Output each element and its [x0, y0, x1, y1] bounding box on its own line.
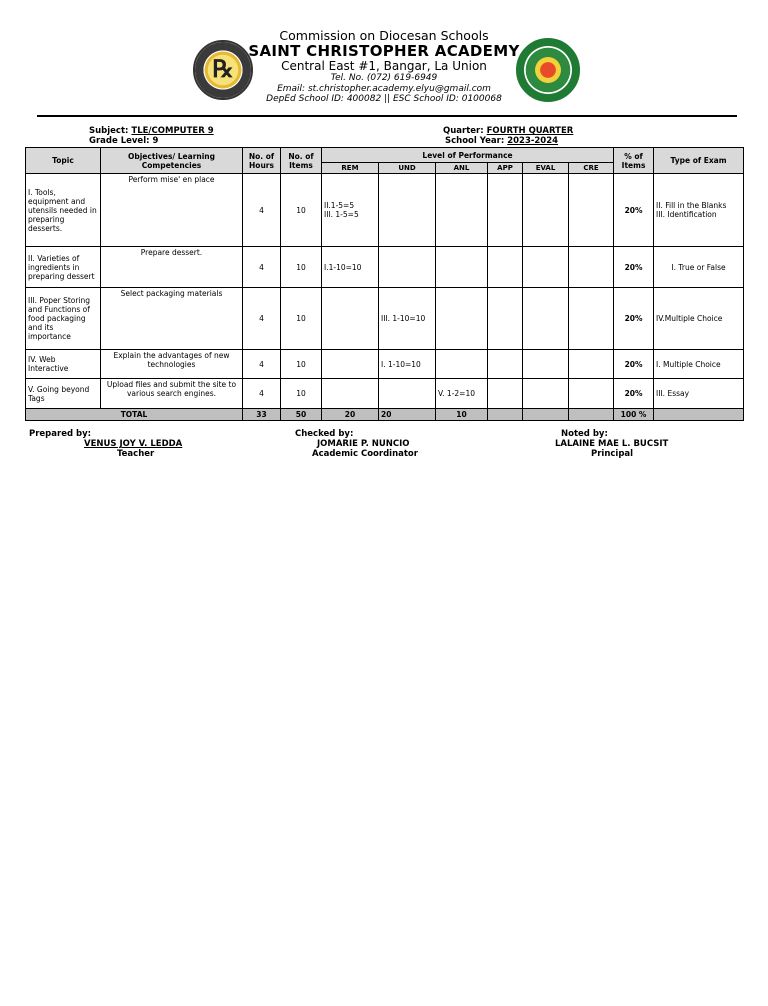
subject-value: TLE/COMPUTER 9 [131, 126, 214, 136]
topic-cell: II. Varieties of ingredients in preparing dessert [26, 247, 101, 288]
eval-cell [523, 247, 569, 288]
school-tel: Tel. No. (072) 619-6949 [330, 73, 438, 83]
und-cell: I. 1-10=10 [379, 350, 436, 379]
table-row [26, 247, 744, 288]
items-cell: 10 [281, 174, 322, 247]
checked-role: Academic Coordinator [312, 449, 418, 459]
total-items: 50 [281, 409, 322, 421]
anl-cell [436, 288, 488, 350]
noted-label: Noted by: [561, 429, 608, 439]
rem-cell: II.1-5=5 III. 1-5=5 [322, 174, 379, 247]
sy-label: School Year: [445, 136, 505, 146]
noted-role: Principal [591, 449, 634, 459]
objective-cell: Perform mise' en place [101, 174, 243, 247]
cre-cell [569, 288, 614, 350]
table-row [26, 350, 744, 379]
header-level-cre: CRE [569, 163, 614, 174]
items-cell: 10 [281, 247, 322, 288]
topic-cell: IV. Web Interactive [26, 350, 101, 379]
anl-cell [436, 174, 488, 247]
hours-cell: 4 [243, 288, 281, 350]
rem-cell [322, 350, 379, 379]
header-objectives: Objectives/ Learning Competencies [101, 148, 243, 174]
header-level-of-performance: Level of Performance [322, 148, 614, 163]
subject-line [89, 126, 214, 136]
items-cell: 10 [281, 379, 322, 409]
percent-cell: 20% [614, 288, 654, 350]
header-level-rem: REM [322, 163, 379, 174]
eval-cell [523, 379, 569, 409]
app-cell [488, 288, 523, 350]
org-name: Commission on Diocesan Schools [279, 28, 489, 43]
total-eval [523, 409, 569, 421]
header-hours: No. of Hours [243, 148, 281, 174]
hours-cell: 4 [243, 174, 281, 247]
total-und: 20 [379, 409, 436, 421]
percent-cell: 20% [614, 379, 654, 409]
app-cell [488, 379, 523, 409]
exam-cell: I. Multiple Choice [654, 350, 744, 379]
hours-cell: 4 [243, 379, 281, 409]
rem-cell [322, 379, 379, 409]
und-cell: III. 1-10=10 [379, 288, 436, 350]
grade-label: Grade Level: [89, 136, 150, 146]
prepared-role: Teacher [117, 449, 155, 459]
table-row [26, 379, 744, 409]
objective-cell: Prepare dessert. [101, 247, 243, 288]
checked-name: JOMARIE P. NUNCIO [317, 439, 410, 449]
total-anl: 10 [436, 409, 488, 421]
exam-cell: I. True or False [654, 247, 744, 288]
anl-cell [436, 247, 488, 288]
school-ids: DepEd School ID: 400082 || ESC School ID: 0100068 [266, 94, 502, 104]
school-name: SAINT CHRISTOPHER ACADEMY [248, 42, 520, 60]
app-cell [488, 350, 523, 379]
rem-cell [322, 288, 379, 350]
items-cell: 10 [281, 350, 322, 379]
total-percent: 100 % [614, 409, 654, 421]
exam-cell: III. Essay [654, 379, 744, 409]
und-cell [379, 247, 436, 288]
noted-name: LALAINE MAE L. BUCSIT [555, 439, 669, 449]
school-address: Central East #1, Bangar, La Union [281, 59, 487, 73]
prepared-label: Prepared by: [29, 429, 92, 439]
eval-cell [523, 288, 569, 350]
header-divider [37, 115, 737, 117]
header-level-anl: ANL [436, 163, 488, 174]
quarter-value: FOURTH QUARTER [486, 126, 574, 136]
checked-label: Checked by: [295, 429, 354, 439]
total-cre [569, 409, 614, 421]
cre-cell [569, 350, 614, 379]
percent-cell: 20% [614, 174, 654, 247]
topic-cell: III. Poper Storing and Functions of food packaging and its importance [26, 288, 101, 350]
quarter-label: Quarter: [443, 126, 484, 136]
app-cell [488, 247, 523, 288]
cre-cell [569, 174, 614, 247]
school-year-line [445, 136, 558, 146]
header-level-eval: EVAL [523, 163, 569, 174]
app-cell [488, 174, 523, 247]
eval-cell [523, 350, 569, 379]
school-email: Email: st.christopher.academy.elyu@gmail.com [277, 84, 491, 94]
letterhead [0, 28, 768, 108]
exam-cell: IV.Multiple Choice [654, 288, 744, 350]
topic-cell: V. Going beyond Tags [26, 379, 101, 409]
objective-cell: Select packaging materials [101, 288, 243, 350]
prepared-by-block [29, 429, 182, 459]
items-cell: 10 [281, 288, 322, 350]
header-items: No. of Items [281, 148, 322, 174]
logo-letter: ℞ [212, 54, 234, 83]
rem-cell: I.1-10=10 [322, 247, 379, 288]
header-level-app: APP [488, 163, 523, 174]
table-row [26, 174, 744, 247]
total-exam [654, 409, 744, 421]
objective-cell: Upload files and submit the site to various search engines. [101, 379, 243, 409]
hours-cell: 4 [243, 247, 281, 288]
table-of-specifications [25, 147, 744, 421]
header-exam-type: Type of Exam [654, 148, 744, 174]
cre-cell [569, 247, 614, 288]
header-level-und: UND [379, 163, 436, 174]
total-label: TOTAL [26, 409, 243, 421]
und-cell [379, 379, 436, 409]
checked-by-block [295, 429, 418, 459]
quarter-line [443, 126, 573, 136]
exam-cell: II. Fill in the Blanks III. Identification [654, 174, 744, 247]
cre-cell [569, 379, 614, 409]
grade-line [89, 136, 158, 146]
anl-cell [436, 350, 488, 379]
total-rem: 20 [322, 409, 379, 421]
total-hours: 33 [243, 409, 281, 421]
total-app [488, 409, 523, 421]
percent-cell: 20% [614, 350, 654, 379]
topic-cell: I. Tools, equipment and utensils needed in preparing desserts. [26, 174, 101, 247]
hours-cell: 4 [243, 350, 281, 379]
anl-cell: V. 1-2=10 [436, 379, 488, 409]
header-percent: % of Items [614, 148, 654, 174]
und-cell [379, 174, 436, 247]
subject-label: Subject: [89, 126, 129, 136]
percent-cell: 20% [614, 247, 654, 288]
eval-cell [523, 174, 569, 247]
table-row [26, 288, 744, 350]
noted-by-block [555, 429, 668, 459]
total-row [26, 409, 744, 421]
table-body [26, 174, 744, 421]
objective-cell: Explain the advantages of new technologies [101, 350, 243, 379]
sy-value: 2023-2024 [507, 136, 559, 146]
prepared-name: VENUS JOY V. LEDDA [84, 439, 183, 449]
header-topic: Topic [26, 148, 101, 174]
grade-value: 9 [152, 136, 159, 146]
